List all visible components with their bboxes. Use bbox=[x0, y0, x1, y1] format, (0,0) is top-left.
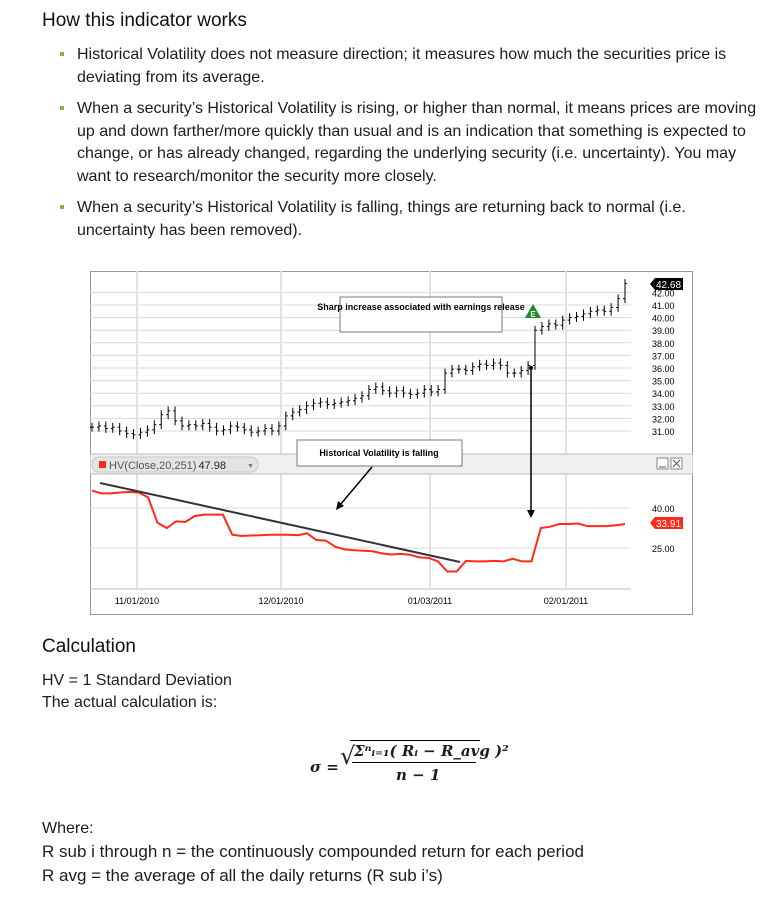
calc-line: HV = 1 Standard Deviation bbox=[42, 672, 232, 689]
bullet-item: When a security’s Historical Volatility is falling, things are returning back to normal (i.e. uncertainty has been removed). bbox=[58, 197, 768, 242]
price-tick-label: 38.00 bbox=[652, 338, 675, 349]
bullet-item: Historical Volatility does not measure direction; it measures how much the securities price is deviating from its average. bbox=[58, 44, 768, 89]
calc-title: Calculation bbox=[42, 636, 136, 657]
calc-line: The actual calculation is: bbox=[42, 694, 218, 711]
hv-chart bbox=[90, 271, 693, 616]
svg-text:42.68: 42.68 bbox=[656, 280, 682, 291]
hv-tick-label: 40.00 bbox=[652, 504, 675, 514]
price-tick-label: 32.00 bbox=[652, 414, 675, 425]
x-tick-label: 12/01/2010 bbox=[258, 596, 304, 606]
svg-text:HV(Close,20,251)47.98 bbox=[109, 460, 226, 472]
price-tick-label: 41.00 bbox=[652, 301, 675, 311]
bullet-item: When a security’s Historical Volatility is rising, or higher than normal, it means prices are moving up and down farther/more quickly than usual and is an indication that something is expected to change, or has already changed, regarding the underlying security (i.e. uncertainty). You may want to research/monitor the security more closely. bbox=[58, 98, 768, 188]
hv-value: 47.98 bbox=[198, 460, 226, 472]
price-tick-label: 31.00 bbox=[652, 427, 675, 437]
x-tick-label: 01/03/2011 bbox=[407, 596, 453, 606]
dropdown-icon: ▼ bbox=[247, 463, 254, 470]
x-tick-label: 02/01/2011 bbox=[543, 596, 589, 606]
where-title: Where: bbox=[42, 820, 94, 837]
hv-color-swatch bbox=[99, 461, 106, 468]
bullet-list bbox=[58, 44, 768, 251]
hv-tick-label: 25.00 bbox=[652, 544, 675, 555]
svg-text:E: E bbox=[530, 310, 536, 319]
svg-text:33.91: 33.91 bbox=[656, 519, 682, 530]
price-tick-label: 42.00 bbox=[652, 288, 675, 299]
falling-callout-text: Historical Volatility is falling bbox=[319, 448, 439, 458]
earnings-callout-text: Sharp increase associated with earnings release bbox=[317, 302, 525, 312]
price-tick-label: 34.00 bbox=[652, 389, 675, 400]
price-tick-label: 35.00 bbox=[652, 376, 675, 387]
section-title: How this indicator works bbox=[42, 10, 247, 31]
where-line: R avg = the average of all the daily returns (R sub i’s) bbox=[42, 866, 443, 885]
hv-label: HV(Close,20,251) bbox=[109, 460, 197, 472]
x-tick-label: 11/01/2010 bbox=[114, 596, 160, 606]
price-tick-label: 40.00 bbox=[652, 313, 675, 324]
price-tick-label: 39.00 bbox=[652, 326, 675, 337]
price-tick-label: 37.00 bbox=[652, 351, 675, 362]
price-tick-label: 36.00 bbox=[652, 364, 675, 374]
where-line: R sub i through n = the continuously compounded return for each period bbox=[42, 842, 584, 861]
price-tick-label: 33.00 bbox=[652, 401, 675, 412]
